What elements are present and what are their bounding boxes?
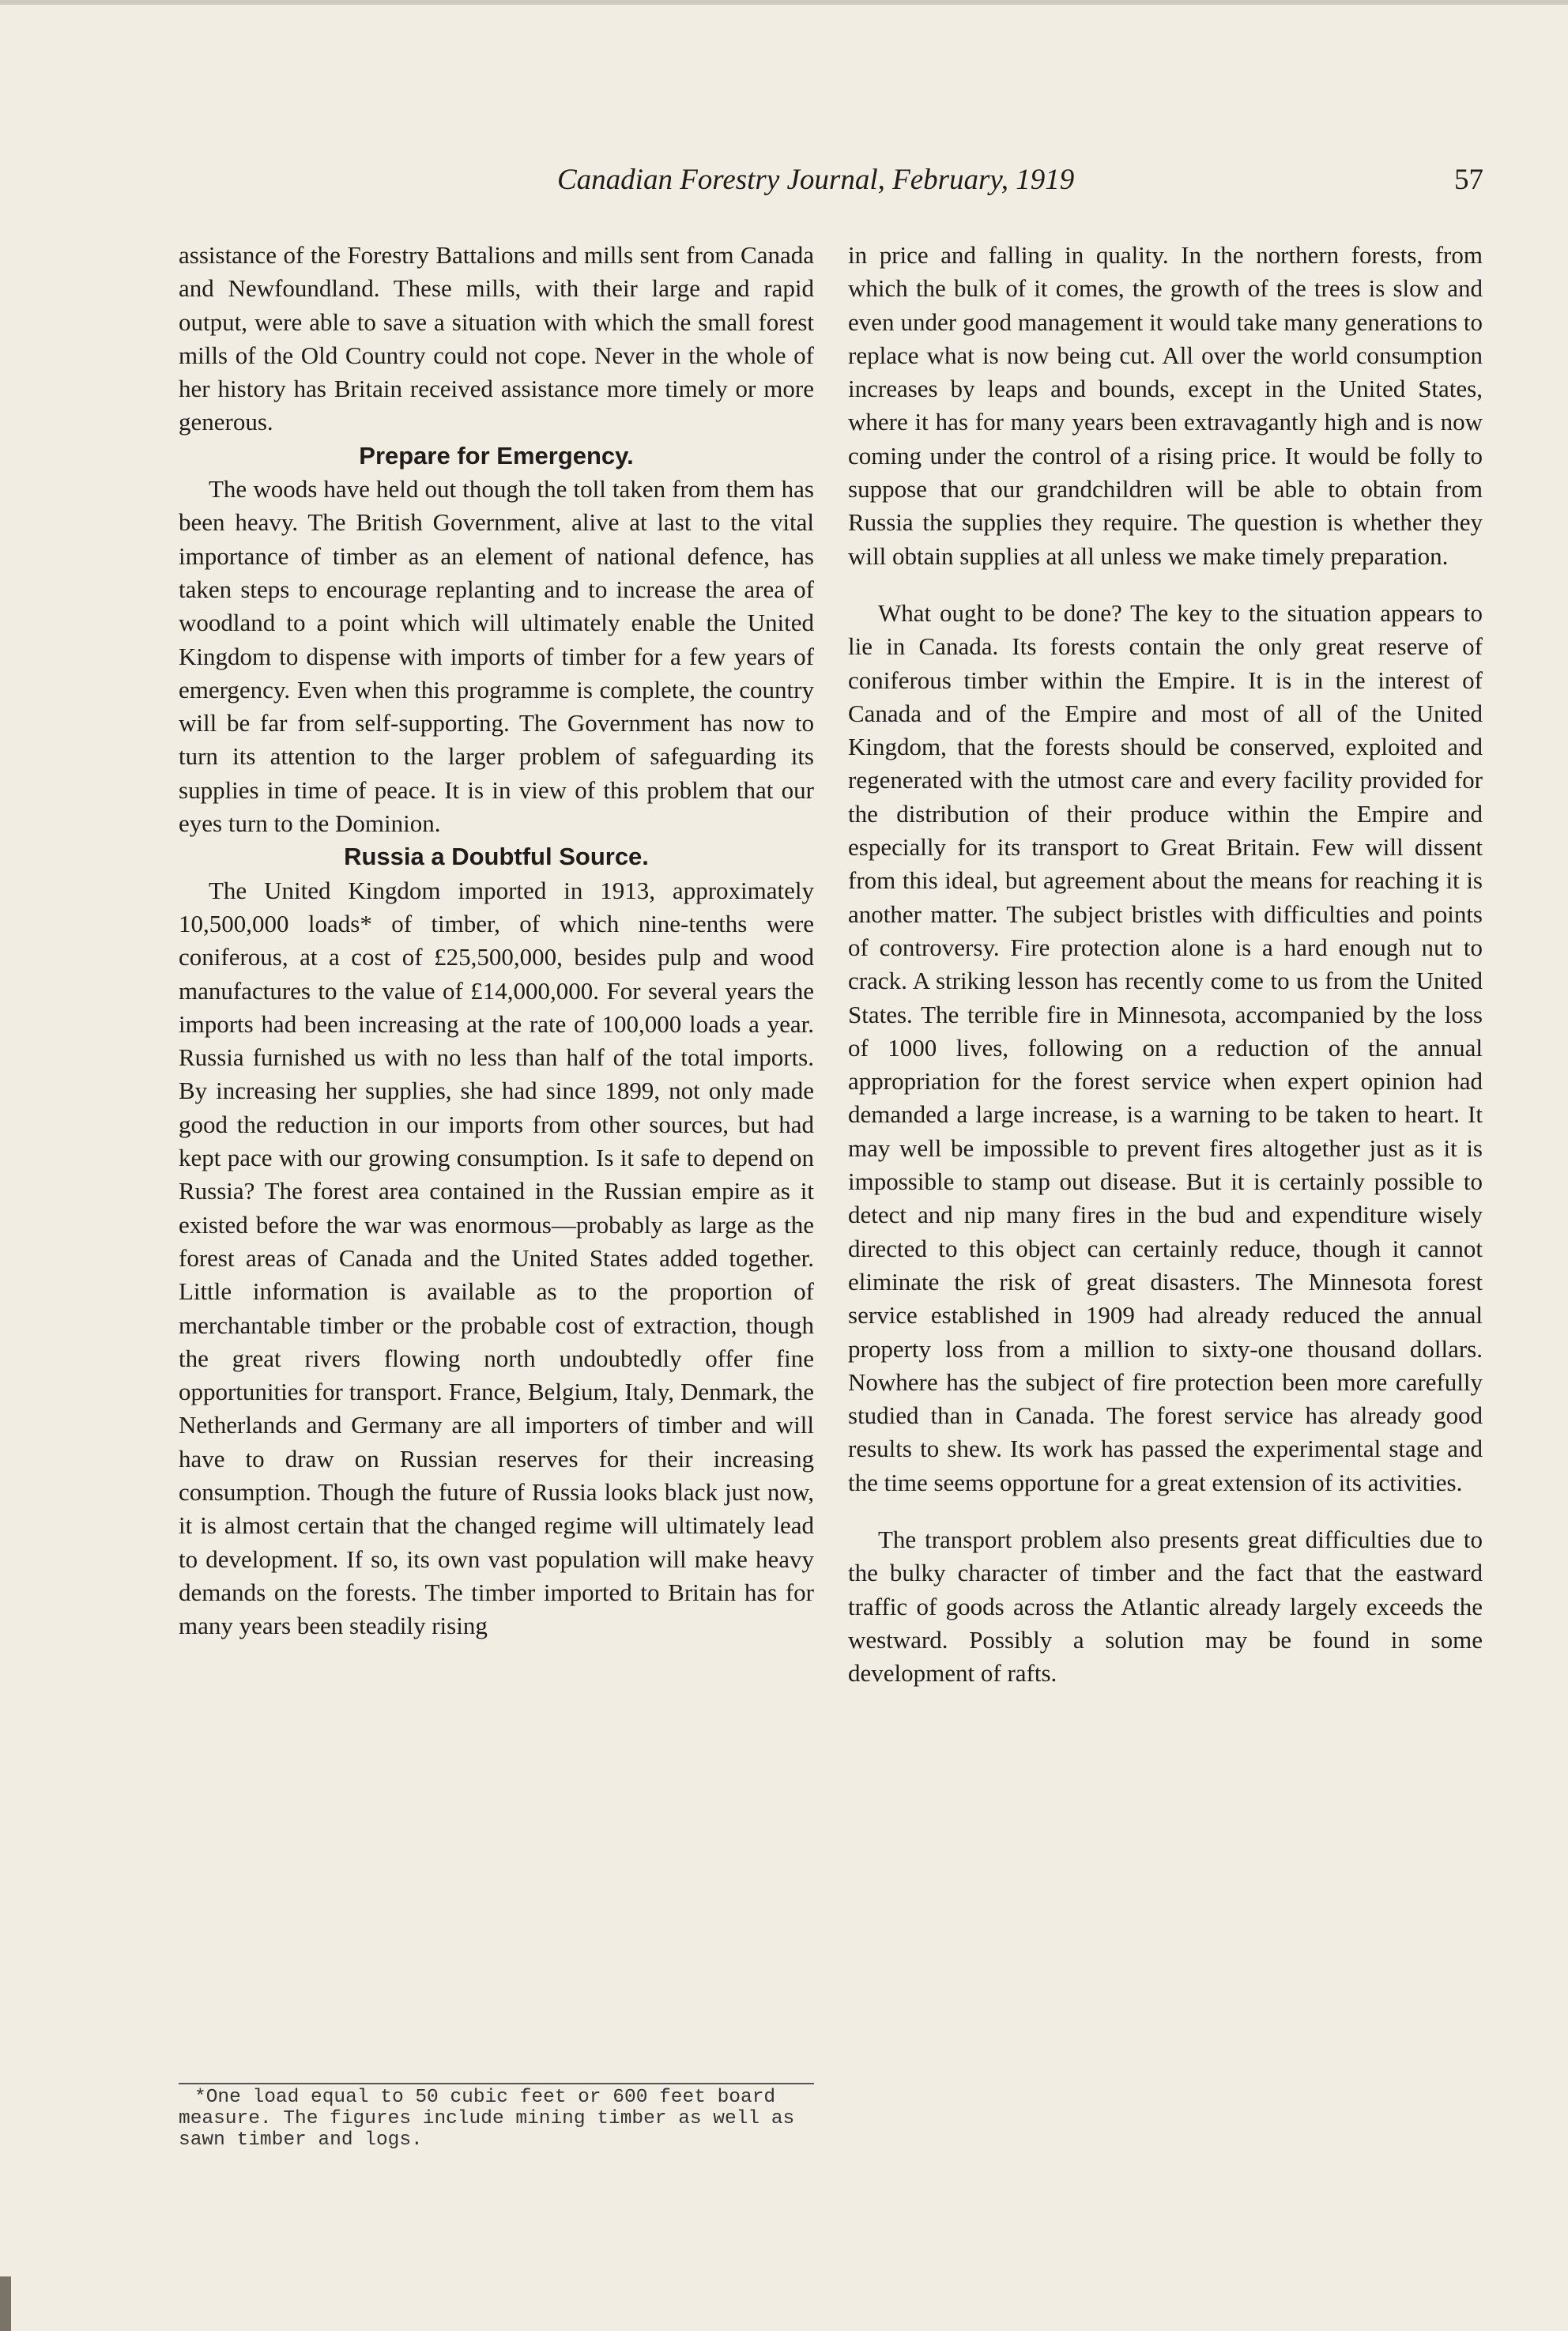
paragraph: The transport problem also presents great difficulties due to the bulky character of timber and the fact that the eastward traffic of goods across the Atlantic already largely exceeds the westward. Possibly a solution may be found in some development of rafts.: [848, 1525, 1483, 1688]
left-column: [179, 239, 814, 1643]
binding-shadow: [0, 2276, 11, 2331]
paragraph: What ought to be done? The key to the situation appears to lie in Canada. Its forests contain the only great reserve of coniferous timber within the Empire. It is in the interest of Canada and of the Empire and most of all of the United Kingdom, that the forests should be conserved, exploited and regenerated with the utmost care and every facility provided for the distribution of their produce within the Empire and especially for its transport to Great Britain. Few will dissent from this ideal, but agreement about the means for reaching it is another matter. The subject bristles with difficulties and points of controversy. Fire protection alone is a hard enough nut to crack. A striking lesson has recently come to us from the United States. The terrible fire in Minnesota, accompanied by the loss of 1000 lives, following on a reduction of the annual appropriation for the forest service when expert opinion had demanded a large increase, is a warning to be taken to heart. It may well be impossible to prevent fires altogether just as it is impossible to stamp out disease. But it is certainly possible to detect and nip many fires in the bud and expenditure wisely directed to this object can certainly reduce, though it cannot eliminate the risk of great disasters. The Minnesota forest service established in 1909 had already reduced the annual property loss from a million to sixty-one thousand dollars. Nowhere has the subject of fire protection been more carefully studied than in Canada. The forest service has already good results to shew. Its work has passed the experimental stage and the time seems opportune for a great extension of its activities.: [848, 598, 1483, 1496]
paragraph: The United Kingdom imported in 1913, approximately 10,500,000 loads* of timber, of which nine-tenths were coniferous, at a cost of £25,500,000, besides pulp and wood manufactures to the value of £14,000,000. For several years the imports had been increasing at the rate of 100,000 loads a year. Russia furnished us with no less than half of the total imports. By increasing her supplies, she had since 1899, not only made good the reduction in our imports from other sources, but had kept pace with our growing consumption. Is it safe to depend on Russia? The forest area contained in the Russian empire as it existed before the war was enormous—probably as large as the forest areas of Canada and the United States added together. Little information is available as to the proportion of merchantable timber or the probable cost of extraction, though the great rivers flowing north undoubtedly offer fine opportunities for transport. France, Belgium, Italy, Denmark, the Netherlands and Germany are all importers of timber and will have to draw on Russian reserves for their increasing consumption. Though the future of Russia looks black just now, it is almost certain that the changed regime will ultimately lead to development. If so, its own vast population will make heavy demands on the forests. The timber imported to Britain has for many years been steadily rising: [179, 876, 814, 1640]
paragraph: The woods have held out though the toll taken from them has been heavy. The British Government, alive at last to the vital importance of timber as an element of national defence, has taken steps to encourage replanting and to increase the area of woodland to a point which will ultimately enable the United Kingdom to dispense with imports of timber for a few years of emergency. Even when this programme is complete, the country will be far from self-supporting. The Government has now to turn its attention to the larger problem of safeguarding its supplies in time of peace. It is in view of this problem that our eyes turn to the Dominion.: [179, 475, 814, 838]
footnote: [179, 2087, 814, 2151]
section-heading: Prepare for Emergency.: [359, 441, 634, 470]
footnote-line: measure. The figures include mining timber as well as sawn timber and logs.: [179, 2108, 795, 2151]
footnote-divider: [179, 2083, 814, 2084]
paragraph: assistance of the Forestry Battalions and mills sent from Canada and Newfoundland. These mills, with their large and rapid output, were able to save a situation with which the small forest mills of the Old Country could not cope. Never in the whole of her history has Britain received assistance more timely or more generous.: [179, 241, 814, 436]
running-title: Canadian Forestry Journal, February, 1919: [557, 164, 1075, 196]
footnote-line: *One load equal to 50 cubic feet or 600 feet board: [194, 2087, 776, 2108]
scan-top-edge: [0, 0, 1568, 5]
page-number: 57: [1454, 164, 1483, 196]
section-heading: Russia a Doubtful Source.: [344, 843, 649, 871]
paragraph: in price and falling in quality. In the northern forests, from which the bulk of it comes, the growth of the trees is slow and even under good management it would take many generations to replace what is now being cut. All over the world consumption increases by leaps and bounds, except in the United States, where it has for many years been extravagantly high and is now coming under the control of a rising price. It would be folly to suppose that our grandchildren will be able to obtain from Russia the supplies they require. The question is whether they will obtain supplies at all unless we make timely preparation.: [848, 241, 1483, 570]
page-header: [0, 163, 1568, 210]
right-column: [848, 239, 1483, 1690]
